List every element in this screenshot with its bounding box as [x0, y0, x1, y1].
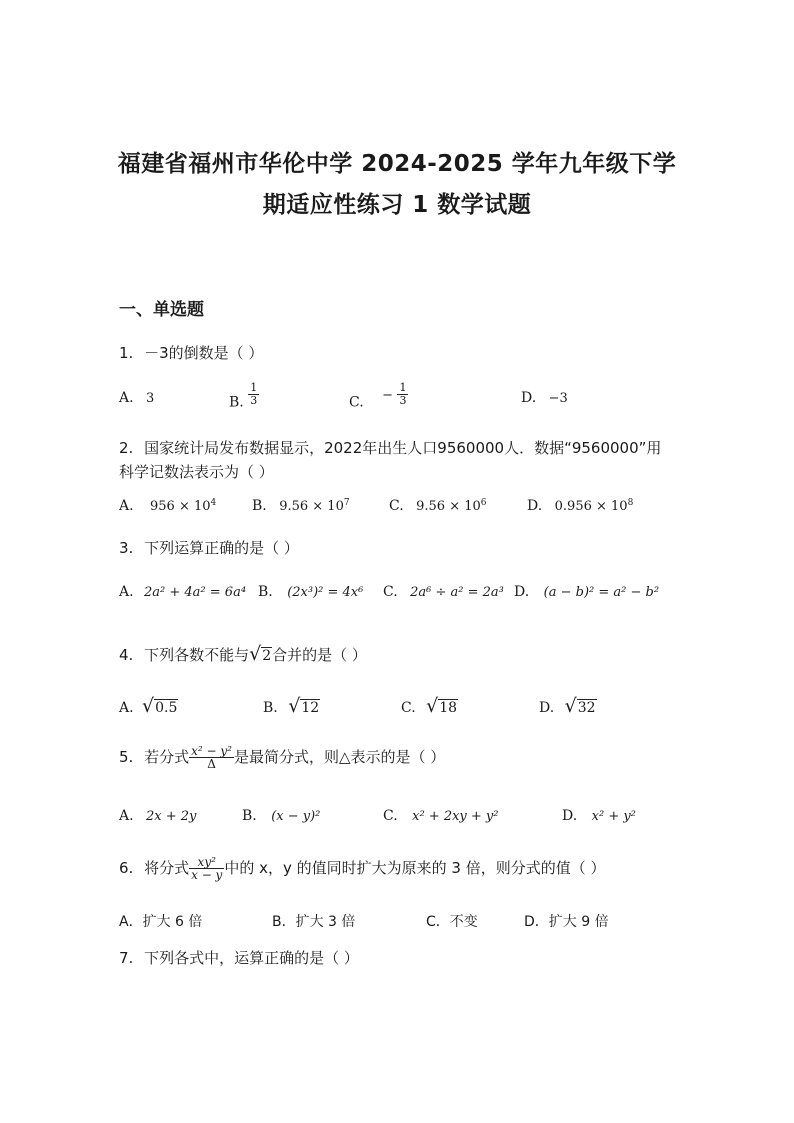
- question-number: 2.: [119, 439, 134, 457]
- question-4: 4. 下列各数不能与√2合并的是（ ）: [119, 643, 367, 665]
- option-2-c: C. $9.56 \times 10^6$: [389, 498, 487, 514]
- question-3: [119, 537, 299, 558]
- question-number: 1.: [119, 344, 134, 362]
- option-3-c: C. 2a⁶ ÷ a² = 2a³: [383, 584, 504, 600]
- option-4-a: A. √0.5: [119, 695, 178, 717]
- question-number: 6.: [119, 859, 134, 877]
- option-5-a: A. 2x + 2y: [119, 808, 197, 824]
- title-line-2: 期适应性练习 1 数学试题: [262, 192, 532, 218]
- question-5: 5. 若分式 $\frac{\text{x² − y²}}{\Delta}$ 是最简分式，则△表示的是（ ）: [119, 744, 446, 771]
- option-1-a: A. 3: [119, 390, 155, 406]
- fraction: $\frac{1}{3}$: [399, 381, 407, 407]
- question-text: 下列各数不能与: [144, 646, 250, 664]
- option-6-a: A．扩大 6 倍: [119, 914, 203, 930]
- option-5-c: C. x² + 2xy + y²: [383, 808, 499, 824]
- option-6-d: D．扩大 9 倍: [524, 914, 609, 930]
- option-3-a: A. 2a² + 4a² = 6a⁴: [119, 584, 247, 600]
- question-text: 国家统计局发布数据显示，2022年出生人口9560000人．数据“9560000”用: [144, 439, 662, 457]
- option-3-d: D. (a − b)² = a² − b²: [514, 584, 660, 600]
- option-6-c: C．不变: [426, 914, 478, 930]
- question-text: 将分式: [144, 859, 190, 877]
- question-text: 下列运算正确的是（ ）: [144, 539, 299, 557]
- section-heading: 一、单选题: [119, 300, 204, 320]
- option-1-c: C. − $\frac{1}{3}$: [349, 381, 407, 411]
- option-6-b: B．扩大 3 倍: [272, 914, 356, 930]
- option-3-b: B. (2x³)² = 4x⁶: [258, 584, 364, 600]
- option-4-c: C. √18: [401, 695, 458, 717]
- question-text: 下列各式中，运算正确的是（ ）: [144, 949, 359, 967]
- option-4-b: B. √12: [263, 695, 320, 717]
- question-text: －3的倒数是（ ）: [144, 344, 264, 362]
- option-5-d: D. x² + y²: [562, 808, 636, 824]
- question-number: 3.: [119, 539, 134, 557]
- fraction: $\frac{\text{x² − y²}}{\Delta}$: [191, 744, 232, 771]
- option-1-b: B. $\frac{1}{3}$: [229, 381, 258, 411]
- question-number: 5.: [119, 748, 134, 766]
- question-6: 6. 将分式 $\frac{\text{xy²}}{x - y}$ 中的 x，y 的值同时扩大为原来的 3 倍，则分式的值（ ）: [119, 855, 606, 882]
- option-4-d: D. √32: [539, 695, 596, 717]
- question-2-continued: 科学记数法表示为（ ）: [119, 463, 274, 481]
- fraction: $\frac{1}{3}$: [250, 381, 258, 407]
- question-number: 4.: [119, 646, 134, 664]
- sqrt-expression: √2: [249, 643, 272, 665]
- option-5-b: B. (x − y)²: [242, 808, 321, 824]
- question-2: [119, 437, 661, 458]
- option-2-a: A. $956 \times 10^4$: [119, 498, 217, 514]
- question-text: 若分式: [144, 748, 190, 766]
- fraction: $\frac{\text{xy²}}{x - y}$: [191, 855, 223, 882]
- title-line-1: 福建省福州市华伦中学 2024-2025 学年九年级下学: [117, 151, 677, 177]
- option-1-d: D. −3: [521, 390, 568, 406]
- option-2-d: D. $0.956 \times 10^8$: [527, 498, 634, 514]
- question-7: [119, 947, 359, 968]
- question-number: 7.: [119, 949, 134, 967]
- question-1: [119, 342, 263, 363]
- option-2-b: B. $9.56 \times 10^7$: [252, 498, 350, 514]
